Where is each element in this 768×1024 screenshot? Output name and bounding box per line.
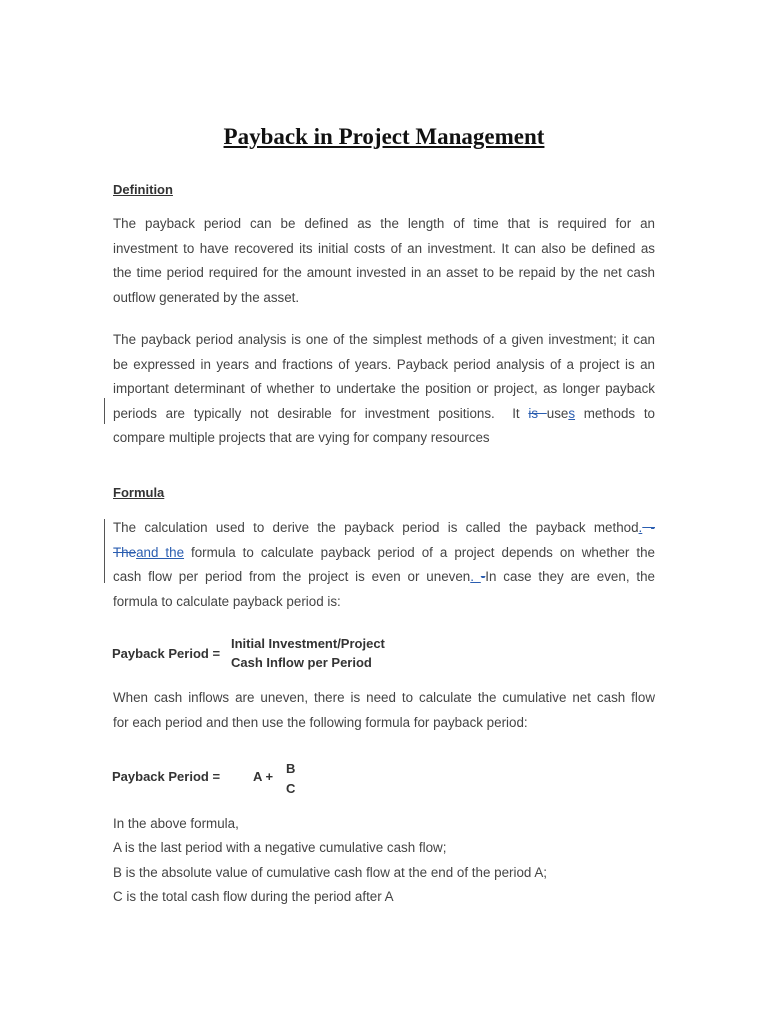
text-segment: use	[546, 405, 569, 421]
even-formula-denominator: Cash Inflow per Period	[231, 655, 372, 670]
text-segment: In case they are even, the	[485, 569, 656, 585]
text-line-tracked	[113, 541, 655, 566]
formula-paragraph	[113, 516, 655, 614]
text-line-tracked	[113, 516, 655, 541]
uneven-formula-denominator: C	[286, 781, 296, 796]
definition-paragraph-1	[113, 212, 655, 310]
explanation-line: A is the last period with a negative cumulative cash flow;	[113, 840, 447, 855]
change-bar	[104, 398, 105, 424]
text-line: When cash inflows are uneven, there is need to calculate the cumulative net cash flow	[113, 690, 655, 705]
inserted-text: and the	[136, 544, 185, 560]
text-line: for each period and then use the following formula for payback period:	[113, 714, 528, 730]
text-segment: methods to	[575, 405, 655, 421]
text-line-tracked	[113, 402, 655, 427]
uneven-formula-a-plus: A +	[253, 769, 274, 784]
text-line: the time period required for the amount invested in an asset to be repaid by the net cash	[113, 265, 655, 281]
explanation-line: B is the absolute value of cumulative cash flow at the end of the period A;	[113, 865, 547, 880]
text-line: The payback period can be defined as the length of time that is required for an	[113, 216, 655, 231]
inserted-text: s	[568, 405, 576, 421]
even-formula-numerator: Initial Investment/Project	[231, 636, 385, 651]
inserted-text: .	[470, 569, 481, 585]
explanation-line: C is the total cash flow during the period after A	[113, 889, 394, 904]
uneven-paragraph	[113, 686, 655, 735]
text-segment: The calculation used to derive the payback period is called the payback method	[113, 520, 639, 535]
inserted-text: .	[638, 520, 643, 535]
explanation-line: In the above formula,	[113, 816, 239, 831]
change-bar	[104, 519, 105, 583]
text-segment: formula to calculate payback period of a project depends on whether the	[184, 544, 655, 560]
deleted-text: -	[480, 569, 486, 585]
deleted-text: -	[642, 520, 655, 535]
uneven-formula-numerator: B	[286, 761, 296, 776]
text-line: important determinant of whether to undertake the position or project, as longer payback	[113, 381, 655, 397]
deleted-text: is	[528, 405, 547, 421]
text-line: outflow generated by the asset.	[113, 289, 300, 305]
deleted-text: The	[113, 544, 137, 560]
definition-paragraph-2	[113, 328, 655, 451]
text-line: investment to have recovered its initial costs of an investment. It can also be defined as	[113, 240, 655, 256]
text-line-tracked	[113, 565, 655, 590]
uneven-formula-label: Payback Period =	[112, 769, 221, 784]
text-segment: cash flow per period from the project is even or uneven	[113, 569, 471, 585]
text-segment: periods are typically not desirable for investment positions. It	[113, 405, 529, 421]
text-line: The payback period analysis is one of the simplest methods of a given investment; it can	[113, 332, 655, 347]
definition-heading: Definition	[113, 182, 173, 197]
text-line: formula to calculate payback period is:	[113, 593, 341, 609]
formula-heading: Formula	[113, 485, 165, 500]
text-line: compare multiple projects that are vying for company resources	[113, 430, 490, 446]
text-line: be expressed in years and fractions of years. Payback period analysis of a project is an	[113, 356, 655, 372]
even-formula-label: Payback Period =	[112, 646, 221, 661]
page-title: Payback in Project Management	[223, 124, 545, 149]
